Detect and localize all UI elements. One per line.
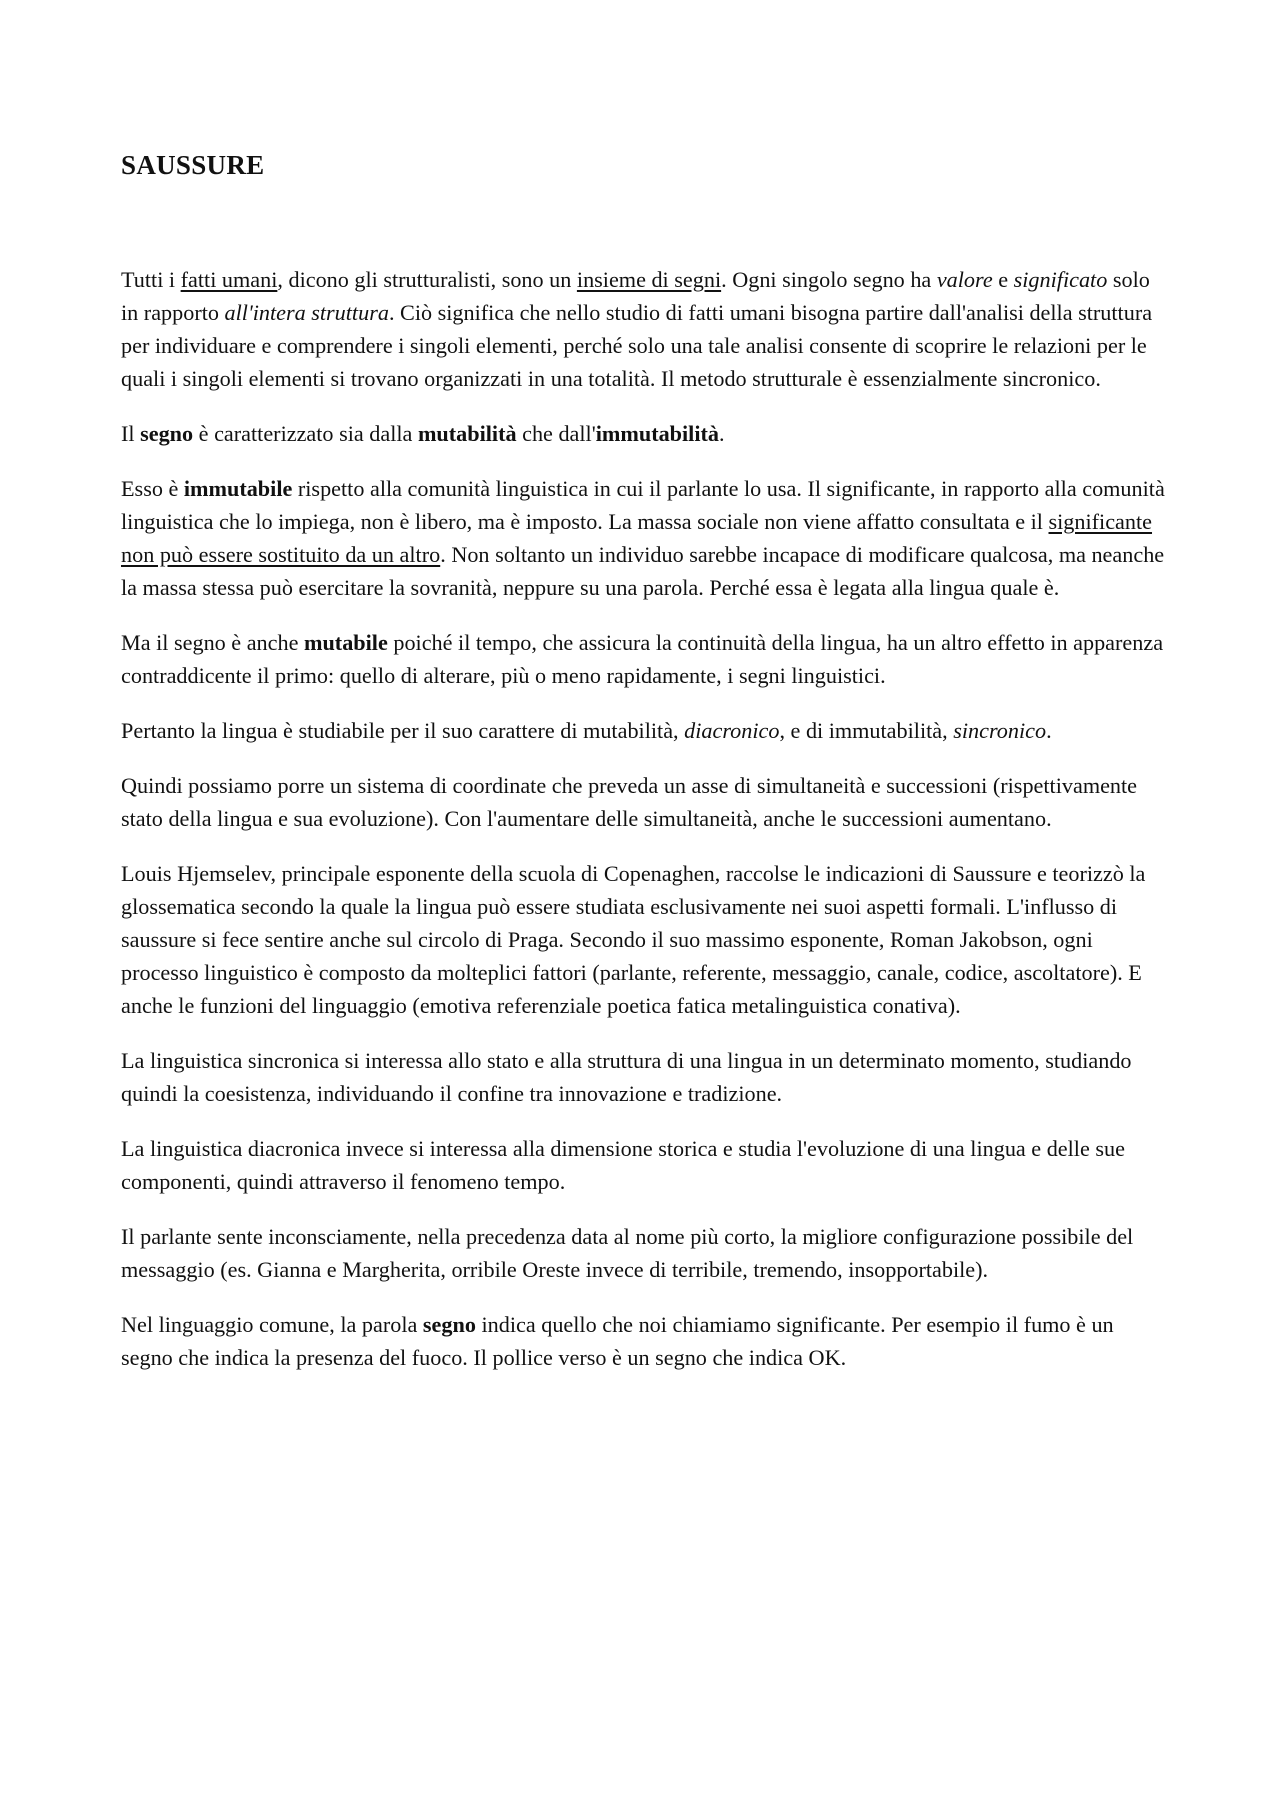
text-run: rispetto alla comunità linguistica in cui il parlante lo usa. Il significante, in rapporto alla comunità linguistica che lo impiega, non è libero, ma è imposto. La massa sociale non viene affatto consultata e il — [121, 476, 1165, 534]
text-run: è caratterizzato sia dalla — [193, 421, 418, 446]
italic-text: significato — [1013, 267, 1108, 292]
text-run: . Ogni singolo segno ha — [721, 267, 937, 292]
text-run: solo in rapporto — [121, 267, 1150, 325]
paragraph-diacronica: La linguistica diacronica invece si interessa alla dimensione storica e studia l'evoluzione di una lingua e delle sue componenti, quindi attraverso il fenomeno tempo. — [121, 1136, 1125, 1194]
text-run: e — [992, 267, 1014, 292]
underlined-text: fatti umani — [180, 267, 278, 292]
page-title: SAUSSURE — [121, 150, 265, 180]
paragraph-sincronica: La linguistica sincronica si interessa allo stato e alla struttura di una lingua in un determinato momento, studiando quindi la coesistenza, individuando il confine tra innovazione e tradizione. — [121, 1048, 1132, 1106]
italic-text: all'intera struttura — [224, 300, 389, 325]
bold-text: segno — [140, 421, 194, 446]
underlined-text: significante non può essere sostituito da un altro — [121, 509, 1153, 567]
bold-text: mutabilità — [417, 421, 517, 446]
text-run: . Non soltanto un individuo sarebbe incapace di modificare qualcosa, ma neanche la massa stessa può esercitare la sovranità, neppure su una parola. Perché essa è legata alla lingua quale è. — [121, 542, 1165, 600]
paragraph-parlante: Il parlante sente inconsciamente, nella precedenza data al nome più corto, la migliore configurazione possibile del messaggio (es. Gianna e Margherita, orribile Oreste invece di terribile, tremendo, insopportabile). — [121, 1224, 1134, 1282]
text-run: , e di immutabilità, — [779, 718, 954, 743]
italic-text: valore — [936, 267, 993, 292]
text-run: Nel linguaggio comune, la parola — [121, 1312, 423, 1337]
text-run: . Ciò significa che nello studio di fatti umani bisogna partire dall'analisi della struttura per individuare e comprendere i singoli elementi, perché solo una tale analisi consente di scoprire le relazioni per le quali i singoli elementi si trovano organizzati in una totalità. Il metodo strutturale è essenzialmente sincronico. — [121, 300, 1153, 391]
document-page — [121, 150, 1166, 1396]
bold-text: immutabilità — [595, 421, 719, 446]
text-run: indica quello che noi chiamiamo significante. Per esempio il fumo è un segno che indica la presenza del fuoco. Il pollice verso è un segno che indica OK. — [121, 1312, 1114, 1370]
underlined-text: insieme di segni — [576, 267, 722, 292]
bold-text: mutabile — [303, 630, 388, 655]
text-run: , dicono gli strutturalisti, sono un — [277, 267, 577, 292]
paragraph-coordinate: Quindi possiamo porre un sistema di coordinate che preveda un asse di simultaneità e successioni (rispettivamente stato della lingua e sua evoluzione). Con l'aumentare delle simultaneità, anche le successioni aumentano. — [121, 773, 1138, 831]
text-run: che dall' — [516, 421, 596, 446]
text-run: Tutti i — [121, 267, 181, 292]
paragraph-structuralism — [121, 263, 1166, 395]
paragraph-linguaggio-comune — [121, 1308, 1166, 1374]
text-run: . — [1046, 718, 1052, 743]
text-run: . — [719, 421, 725, 446]
paragraph-studiabile — [121, 714, 1166, 747]
paragraph-immutabile — [121, 472, 1166, 604]
text-run: Pertanto la lingua è studiabile per il suo carattere di mutabilità, — [121, 718, 685, 743]
text-run: Il — [121, 421, 141, 446]
paragraph-hjemselev: Louis Hjemselev, principale esponente della scuola di Copenaghen, raccolse le indicazioni di Saussure e teorizzò la glossematica secondo la quale la lingua può essere studiata esclusivamente nei suoi aspetti formali. L'influsso di saussure si fece sentire anche sul circolo di Praga. Secondo il suo massimo esponente, Roman Jakobson, ogni processo linguistico è composto da molteplici fattori (parlante, referente, messaggio, canale, codice, ascoltatore). E anche le funzioni del linguaggio (emotiva referenziale poetica fatica metalinguistica conativa). — [121, 861, 1146, 1018]
paragraph-segno — [121, 417, 1166, 450]
italic-text: sincronico — [953, 718, 1047, 743]
italic-text: diacronico — [684, 718, 780, 743]
text-run: Ma il segno è anche — [121, 630, 304, 655]
text-run: Esso è — [121, 476, 184, 501]
paragraph-mutabile — [121, 626, 1166, 692]
text-run: poiché il tempo, che assicura la continuità della lingua, ha un altro effetto in apparenza contraddicente il primo: quello di alterare, più o meno rapidamente, i segni linguistici. — [121, 630, 1164, 688]
bold-text: immutabile — [183, 476, 293, 501]
bold-text: segno — [422, 1312, 476, 1337]
